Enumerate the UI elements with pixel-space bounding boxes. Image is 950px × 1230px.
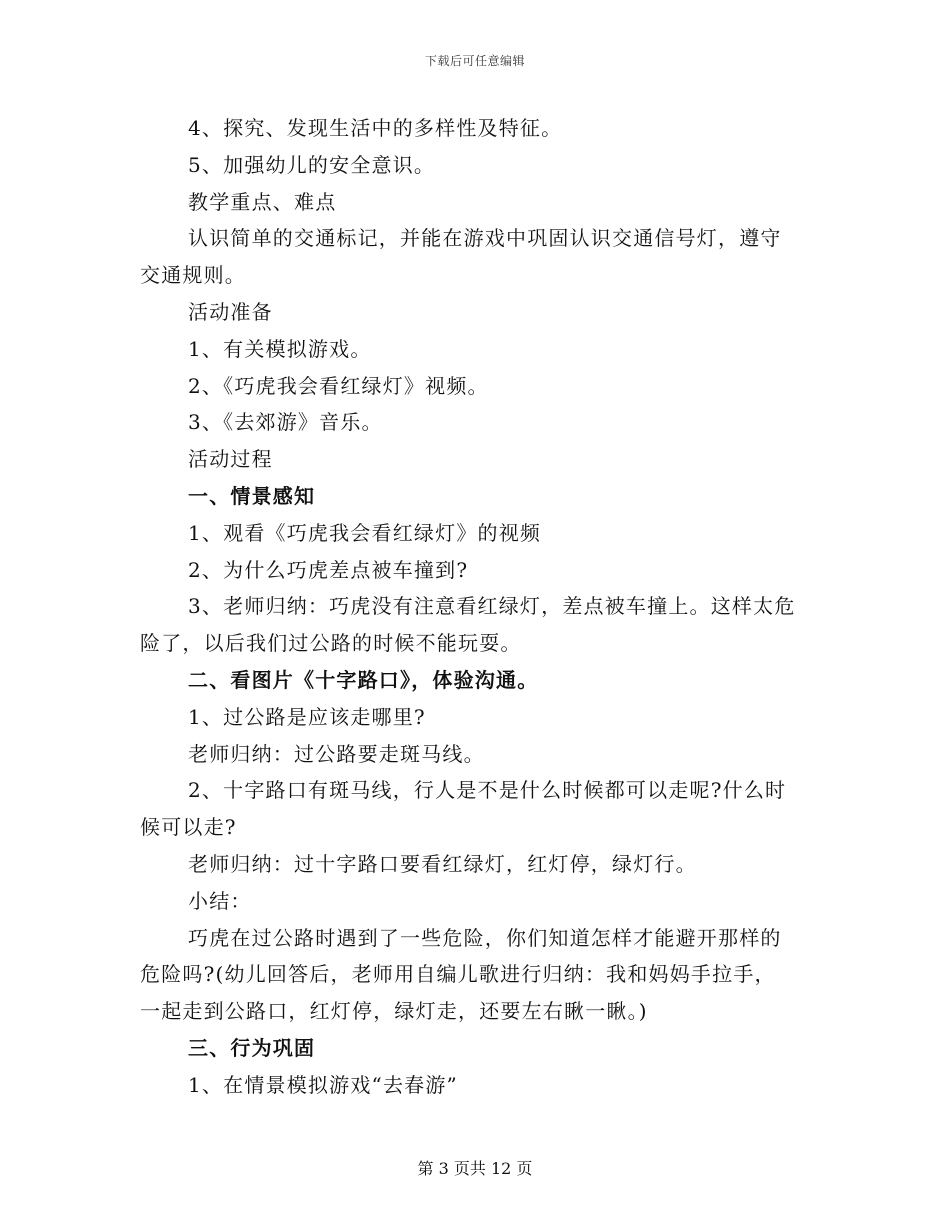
section-heading: 二、看图片《十字路口》，体验沟通。 bbox=[188, 667, 539, 692]
paragraph-line: 1、有关模拟游戏。 bbox=[188, 336, 372, 361]
paragraph-line: 老师归纳：过公路要走斑马线。 bbox=[188, 741, 485, 766]
paragraph-line: 候可以走? bbox=[140, 815, 237, 840]
document-body bbox=[140, 110, 808, 1104]
paragraph-line: 活动过程 bbox=[188, 447, 273, 472]
paragraph-line: 活动准备 bbox=[188, 299, 273, 324]
paragraph-line: 交通规则。 bbox=[140, 263, 246, 288]
paragraph-line: 3、老师归纳：巧虎没有注意看红绿灯，差点被车撞上。这样太危 bbox=[188, 594, 796, 619]
section-heading: 一、情景感知 bbox=[188, 483, 316, 508]
paragraph-line: 小结： bbox=[188, 888, 252, 913]
paragraph-line: 险了，以后我们过公路的时候不能玩耍。 bbox=[140, 631, 522, 656]
paragraph-line: 老师归纳：过十字路口要看红绿灯，红灯停，绿灯行。 bbox=[188, 851, 697, 876]
paragraph-line: 认识简单的交通标记，并能在游戏中巩固认识交通信号灯，遵守 bbox=[188, 226, 782, 251]
paragraph-line: 1、观看《巧虎我会看红绿灯》的视频 bbox=[188, 520, 542, 545]
paragraph-line: 2、十字路口有斑马线，行人是不是什么时候都可以走呢?什么时 bbox=[188, 778, 787, 803]
paragraph-line: 1、在情景模拟游戏“去春游” bbox=[188, 1072, 458, 1097]
paragraph-line: 危险吗?(幼儿回答后，老师用自编儿歌进行归纳：我和妈妈手拉手， bbox=[140, 962, 776, 987]
paragraph-line: 3、《去郊游》音乐。 bbox=[188, 410, 383, 435]
page-footer: 第 3 页共 12 页 bbox=[417, 1159, 533, 1178]
paragraph-line: 一起走到公路口，红灯停，绿灯走，还要左右瞅一瞅。) bbox=[140, 999, 648, 1024]
paragraph-line: 教学重点、难点 bbox=[188, 189, 337, 214]
paragraph-line: 1、过公路是应该走哪里? bbox=[188, 704, 426, 729]
paragraph-line: 2、《巧虎我会看红绿灯》视频。 bbox=[188, 373, 489, 398]
section-heading: 三、行为巩固 bbox=[188, 1035, 316, 1060]
paragraph-line: 5、加强幼儿的安全意识。 bbox=[188, 152, 436, 177]
paragraph-line: 4、探究、发现生活中的多样性及特征。 bbox=[188, 116, 563, 140]
page-header: 下载后可任意编辑 bbox=[424, 54, 525, 68]
paragraph-line: 2、为什么巧虎差点被车撞到? bbox=[188, 557, 469, 582]
paragraph-line: 巧虎在过公路时遇到了一些危险，你们知道怎样才能避开那样的 bbox=[188, 925, 782, 950]
